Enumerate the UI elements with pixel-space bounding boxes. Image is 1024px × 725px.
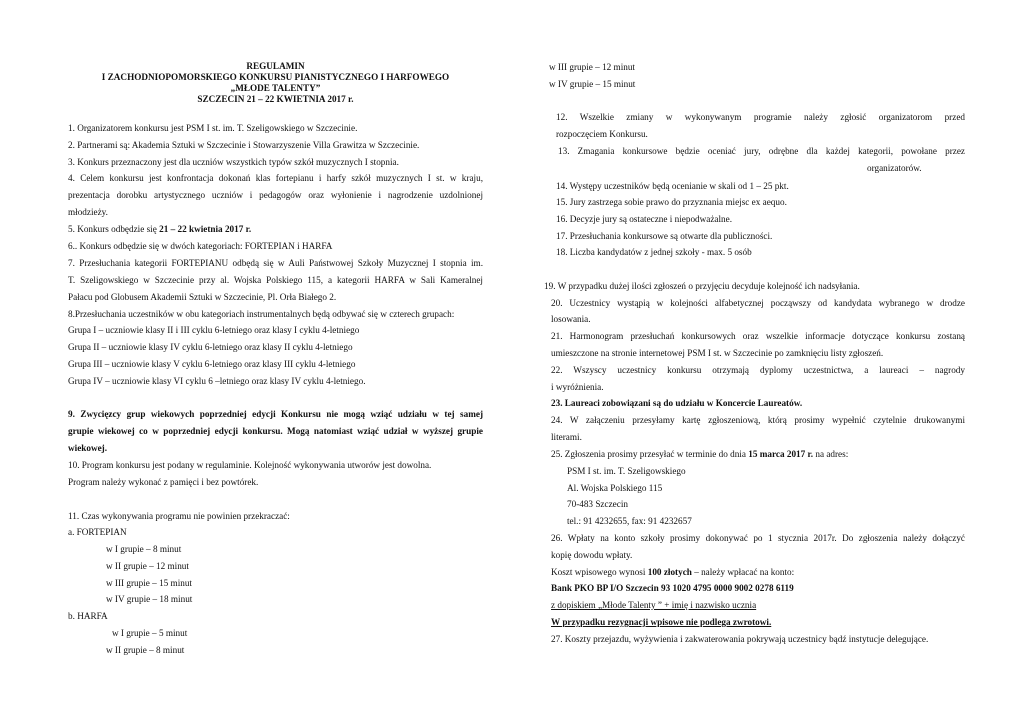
paragraph-8: 8.Przesłuchania uczestników w obu kategoriach instrumentalnych będą odbywać się w czterech grupach: <box>68 309 455 319</box>
address-line-1: PSM I st. im. T. Szeligowskiego <box>567 466 686 476</box>
paragraph-3: 3. Konkurs przeznaczony jest dla uczniów wszystkich typów szkół muzycznych I stopnia. <box>68 157 399 167</box>
fortepian-group-2-time: w II grupie – 12 minut <box>106 561 189 571</box>
title-line-3: „MŁODE TALENTY” <box>230 83 321 93</box>
paragraph-22-line-1: 22. Wszyscy uczestnicy konkursu otrzymają dyplomy uczestnictwa, a laureaci – nagrody <box>551 365 965 375</box>
section-harfa: b. HARFA <box>68 611 108 621</box>
paragraph-19: 19. W przypadku dużej ilości zgłoszeń o przyjęciu decyduje kolejność ich nadsyłania. <box>544 281 860 291</box>
refund-note: W przypadku rezygnacji wpisowe nie podlega zwrotowi. <box>551 617 772 627</box>
fee-amount: 100 złotych <box>647 567 692 577</box>
address-line-2: Al. Wojska Polskiego 115 <box>567 483 663 493</box>
paragraph-23: 23. Laureaci zobowiązani są do udziału w Koncercie Laureatów. <box>551 398 803 408</box>
paragraph-4-line-2: prezentacja dorobku artystycznego uczniów i pedagogów oraz wyłonienie i nagrodzenie uzdolnionej <box>68 190 483 200</box>
fortepian-group-1-time: w I grupie – 8 minut <box>106 544 182 554</box>
paragraph-13-line-2: organizatorów. <box>867 163 922 173</box>
paragraph-24-line-2: literami. <box>551 432 582 442</box>
fee-text: Koszt wpisowego wynosi <box>551 567 648 577</box>
paragraph-26-line-2: kopię dowodu wpłaty. <box>551 550 633 560</box>
paragraph-2: 2. Partnerami są: Akademia Sztuki w Szczecinie i Stowarzyszenie Villa Grawitza w Szczecinie. <box>68 140 420 150</box>
paragraph-20-line-2: losowania. <box>551 314 591 324</box>
paragraph-26-line-1: 26. Wpłaty na konto szkoły prosimy dokonywać po 1 stycznia 2017r. Do zgłoszenia należy dołączyć <box>551 533 965 543</box>
paragraph-4-line-3: młodzieży. <box>68 207 108 217</box>
group-2: Grupa II – uczniowie klasy IV cyklu 6-letniego oraz klasy II cyklu 4-letniego <box>68 342 353 352</box>
paragraph-4-line-1: 4. Celem konkursu jest konfrontacja dokonań klas fortepianu i harfy szkół muzycznych I st. w kraju, <box>68 173 483 183</box>
harfa-group-2-time: w II grupie – 8 minut <box>106 645 185 655</box>
bank-account: Bank PKO BP I/O Szczecin 93 1020 4795 0000 9002 0278 6119 <box>551 583 794 593</box>
paragraph-10-line-1: 10. Program konkursu jest podany w regulaminie. Kolejność wykonywania utworów jest dowolna. <box>68 460 432 470</box>
group-4: Grupa IV – uczniowie klasy VI cyklu 6 –letniego oraz klasy IV cyklu 4-letniego. <box>68 376 366 386</box>
paragraph-24-line-1: 24. W załączeniu przesyłamy kartę zgłoszeniową, którą prosimy wypełnić czytelnie drukowanymi <box>551 415 965 425</box>
group-1: Grupa I – uczniowie klasy II i III cyklu 6-letniego oraz klasy I cyklu 4-letniego <box>68 325 360 335</box>
paragraph-6: 6.. Konkurs odbędzie się w dwóch kategoriach: FORTEPIAN i HARFA <box>68 241 333 251</box>
paragraph-7-line-1: 7. Przesłuchania kategorii FORTEPIANU odbędą się w Auli Państwowej Szkoły Muzycznej I stopnia im. <box>68 258 483 268</box>
title-line-2: I ZACHODNIOPOMORSKIEGO KONKURSU PIANISTYCZNEGO I HARFOWEGO <box>101 72 450 82</box>
title-line-1: REGULAMIN <box>246 61 305 71</box>
paragraph-25-deadline: 15 marca 2017 r. <box>748 449 814 459</box>
paragraph-7-line-2: T. Szeligowskiego w Szczecinie przy al. Wojska Polskiego 115, a kategorii HARFA w Sali Kameralnej <box>68 275 483 285</box>
paragraph-25 <box>551 448 848 460</box>
paragraph-15: 15. Jury zastrzega sobie prawo do przyznania miejsc ex aequo. <box>556 197 787 207</box>
paragraph-12-line-1: 12. Wszelkie zmiany w wykonywanym programie należy zgłosić organizatorom przed <box>556 112 965 122</box>
paragraph-9-line-2: grupie wiekowej co w poprzedniej edycji konkursu. Mogą natomiast wziąć udział w wyższej grupie <box>68 426 483 436</box>
paragraph-5-text: 5. Konkurs odbędzie się <box>68 224 160 234</box>
paragraph-9-line-1: 9. Zwycięzcy grup wiekowych poprzedniej edycji Konkursu nie mogą wziąć udziału w tej samej <box>68 409 483 419</box>
paragraph-9-line-3: wiekowej. <box>68 443 108 453</box>
paragraph-12-line-2: rozpoczęciem Konkursu. <box>556 129 648 139</box>
section-fortepian: a. FORTEPIAN <box>68 527 127 537</box>
fortepian-group-4-time: w IV grupie – 18 minut <box>106 594 193 604</box>
paragraph-22-line-2: i wyróżnienia. <box>551 382 604 392</box>
paragraph-7-line-3: Pałacu pod Globusem Akademii Sztuki w Szczecinie, Pl. Orła Białego 2. <box>68 292 337 302</box>
paragraph-16: 16. Decyzje jury są ostateczne i niepodważalne. <box>556 214 733 224</box>
paragraph-1: 1. Organizatorem konkursu jest PSM I st. im. T. Szeligowskiego w Szczecinie. <box>68 123 358 133</box>
paragraph-25-text: 25. Zgłoszenia prosimy przesyłać w terminie do dnia <box>551 449 749 459</box>
paragraph-10-line-2: Program należy wykonać z pamięci i bez powtórek. <box>68 477 259 487</box>
paragraph-17: 17. Przesłuchania konkursowe są otwarte dla publiczności. <box>556 231 773 241</box>
paragraph-27: 27. Koszty przejazdu, wyżywienia i zakwaterowania pokrywają uczestnicy bądź instytucje delegujące. <box>551 634 929 644</box>
paragraph-25-suffix: na adres: <box>813 449 849 459</box>
paragraph-11: 11. Czas wykonywania programu nie powinien przekraczać: <box>68 511 290 521</box>
paragraph-20-line-1: 20. Uczestnicy wystąpią w kolejności alfabetycznej począwszy od kandydata wybranego w drodze <box>551 298 965 308</box>
address-line-4: tel.: 91 4232655, fax: 91 4232657 <box>567 516 692 526</box>
harfa-group-1-time: w I grupie – 5 minut <box>112 628 188 638</box>
harfa-group-4-time: w IV grupie – 15 minut <box>549 79 636 89</box>
paragraph-21-line-2: umieszczone na stronie internetowej PSM I st. w Szczecinie po zamknięciu listy zgłoszeń. <box>551 348 884 358</box>
fee-line <box>551 566 794 578</box>
title-line-4: SZCZECIN 21 – 22 KWIETNIA 2017 r. <box>197 94 354 104</box>
paragraph-21-line-1: 21. Harmonogram przesłuchań konkursowych oraz wszelkie informacje dotyczące konkursu zostaną <box>551 331 965 341</box>
paragraph-13-line-1: 13. Zmagania konkursowe będzie oceniać jury, odrębne dla każdej kategorii, powołane przez <box>558 146 965 156</box>
paragraph-18: 18. Liczba kandydatów z jednej szkoły - max. 5 osób <box>556 247 752 257</box>
paragraph-14: 14. Występy uczestników będą ocenianie w skali od 1 – 25 pkt. <box>556 181 789 191</box>
paragraph-5 <box>68 223 251 235</box>
group-3: Grupa III – uczniowie klasy V cyklu 6-letniego oraz klasy III cyklu 4-letniego <box>68 359 356 369</box>
fee-suffix: – należy wpłacać na konto: <box>691 567 795 577</box>
fortepian-group-3-time: w III grupie – 15 minut <box>106 578 192 588</box>
paragraph-5-date: 21 – 22 kwietnia 2017 r. <box>159 224 252 234</box>
payment-note: z dopiskiem „Młode Talenty ” + imię i nazwisko ucznia <box>551 600 757 610</box>
harfa-group-3-time: w III grupie – 12 minut <box>549 62 635 72</box>
address-line-3: 70-483 Szczecin <box>567 499 628 509</box>
